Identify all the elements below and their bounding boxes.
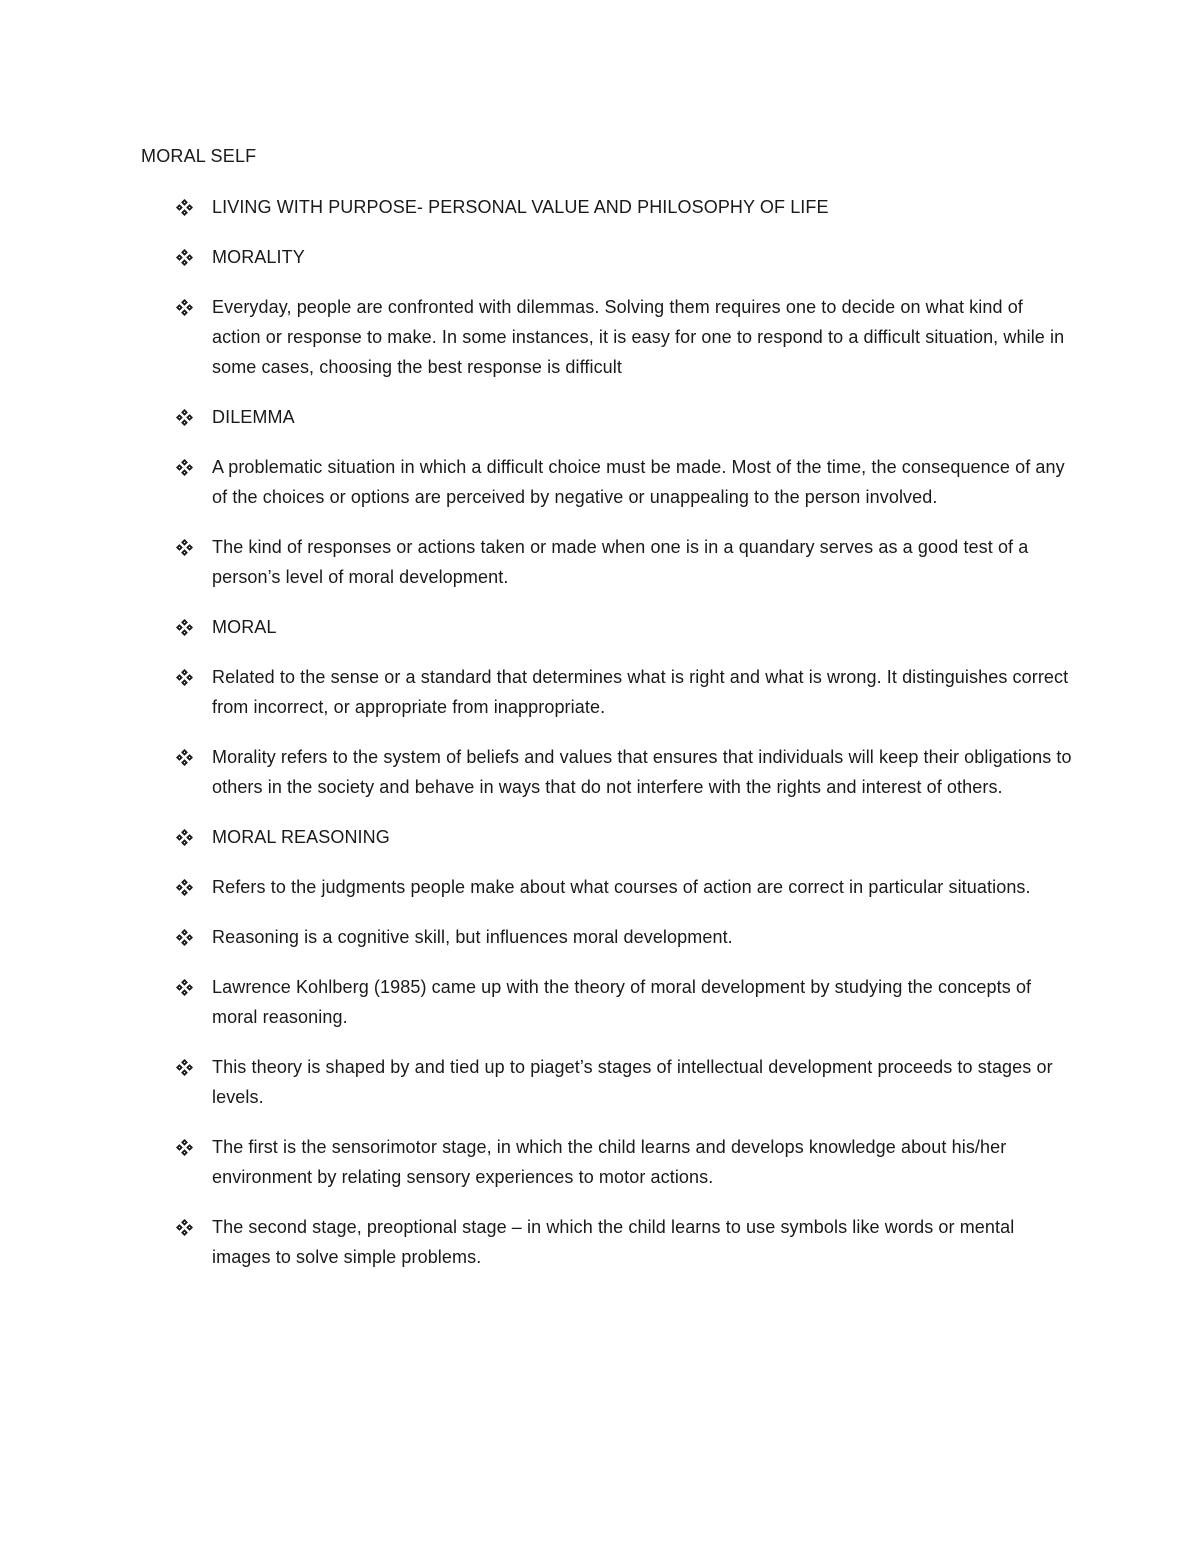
list-item-text: MORAL [212, 617, 277, 637]
four-diamond-bullet-icon [176, 929, 193, 946]
list-item-text: Lawrence Kohlberg (1985) came up with the theory of moral development by studying the concepts of moral reasoning. [212, 977, 1032, 1027]
list-item-text: Refers to the judgments people make about what courses of action are correct in particular situations. [212, 877, 1031, 897]
four-diamond-bullet-icon [176, 459, 193, 476]
four-diamond-bullet-icon [176, 669, 193, 686]
list-item [176, 822, 1076, 852]
four-diamond-bullet-icon [176, 249, 193, 266]
list-item [176, 452, 1076, 512]
four-diamond-bullet-icon [176, 1219, 193, 1236]
bullet-list [176, 192, 1076, 1292]
four-diamond-bullet-icon [176, 619, 193, 636]
list-item [176, 872, 1076, 902]
four-diamond-bullet-icon [176, 409, 193, 426]
list-item-text: Morality refers to the system of beliefs and values that ensures that individuals will keep their obligations to others in the society and behave in ways that do not interfere with the rights and interest of others. [212, 747, 1072, 797]
list-item [176, 662, 1076, 722]
list-item-text: Related to the sense or a standard that determines what is right and what is wrong. It distinguishes correct from incorrect, or appropriate from inappropriate. [212, 667, 1069, 717]
four-diamond-bullet-icon [176, 979, 193, 996]
list-item [176, 192, 1076, 222]
list-item-text: MORAL REASONING [212, 827, 390, 847]
list-item-text: The kind of responses or actions taken or made when one is in a quandary serves as a good test of a person’s level of moral development. [212, 537, 1029, 587]
four-diamond-bullet-icon [176, 1059, 193, 1076]
list-item [176, 1052, 1076, 1112]
list-item-text: DILEMMA [212, 407, 295, 427]
list-item-text: Everyday, people are confronted with dilemmas. Solving them requires one to decide on what kind of action or response to make. In some instances, it is easy for one to respond to a difficult situation, while in some cases, choosing the best response is difficult [212, 297, 1065, 377]
four-diamond-bullet-icon [176, 829, 193, 846]
list-item-text: LIVING WITH PURPOSE- PERSONAL VALUE AND PHILOSOPHY OF LIFE [212, 197, 829, 217]
list-item-text: Reasoning is a cognitive skill, but influences moral development. [212, 927, 733, 947]
list-item-text: This theory is shaped by and tied up to piaget’s stages of intellectual development proceeds to stages or levels. [212, 1057, 1053, 1107]
list-item-text: MORALITY [212, 247, 305, 267]
list-item [176, 532, 1076, 592]
four-diamond-bullet-icon [176, 539, 193, 556]
list-item-text: A problematic situation in which a difficult choice must be made. Most of the time, the consequence of any of the choices or options are perceived by negative or unappealing to the person involved. [212, 457, 1065, 507]
four-diamond-bullet-icon [176, 299, 193, 316]
four-diamond-bullet-icon [176, 879, 193, 896]
list-item [176, 1132, 1076, 1192]
list-item [176, 242, 1076, 272]
list-item [176, 612, 1076, 642]
list-item [176, 742, 1076, 802]
four-diamond-bullet-icon [176, 1139, 193, 1156]
list-item-text: The first is the sensorimotor stage, in which the child learns and develops knowledge about his/her environment by relating sensory experiences to motor actions. [212, 1137, 1007, 1187]
list-item [176, 1212, 1076, 1272]
list-item [176, 402, 1076, 432]
document-title: MORAL SELF [141, 146, 257, 166]
list-item [176, 922, 1076, 952]
four-diamond-bullet-icon [176, 749, 193, 766]
list-item [176, 972, 1076, 1032]
list-item [176, 292, 1076, 382]
list-item-text: The second stage, preoptional stage – in which the child learns to use symbols like words or mental images to solve simple problems. [212, 1217, 1015, 1267]
four-diamond-bullet-icon [176, 199, 193, 216]
